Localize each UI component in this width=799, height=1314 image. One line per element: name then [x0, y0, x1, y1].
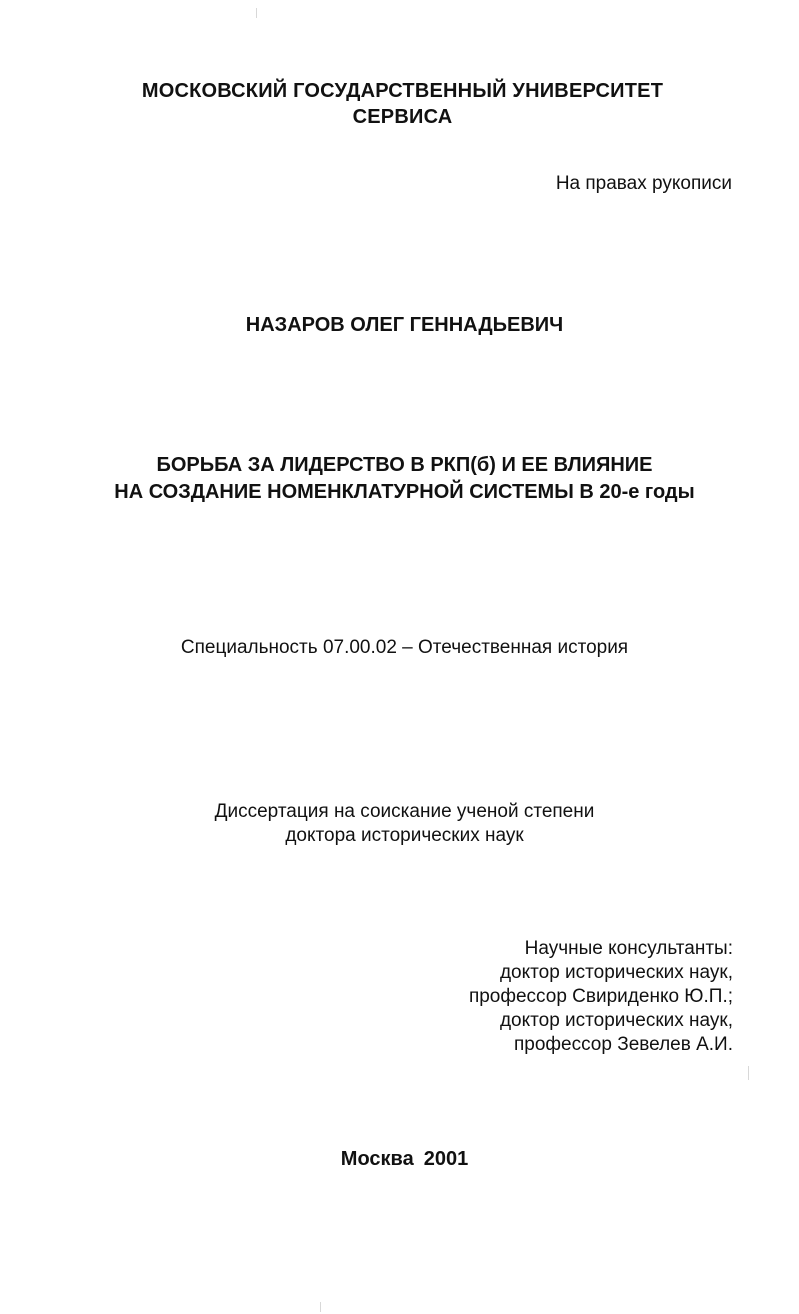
manuscript-note: На правах рукописи [555, 173, 732, 194]
consultant-line: профессор Свириденко Ю.П.; [468, 986, 733, 1007]
dissertation-title-line-1: БОРЬБА ЗА ЛИДЕРСТВО В РКП(б) И ЕЕ ВЛИЯНИЕ [156, 454, 653, 476]
university-name-line-1: МОСКОВСКИЙ ГОСУДАРСТВЕННЫЙ УНИВЕРСИТЕТ [141, 80, 664, 102]
scan-mark-bottom [320, 1302, 321, 1312]
degree-statement [5, 800, 799, 848]
scan-mark-top [256, 8, 257, 18]
author-name: НАЗАРОВ ОЛЕГ ГЕННАДЬЕВИЧ [245, 314, 564, 336]
consultants-heading: Научные консультанты: [524, 938, 733, 959]
consultant-line: профессор Зевелев А.И. [513, 1034, 733, 1055]
city: Москва [340, 1148, 414, 1170]
scan-mark-right [748, 1066, 749, 1080]
university-name-line-2: СЕРВИСА [352, 106, 453, 128]
consultant-line: доктор исторических наук, [499, 962, 733, 983]
university-name [3, 78, 799, 130]
degree-statement-line-1: Диссертация на соискание ученой степени [214, 801, 595, 822]
specialty: Специальность 07.00.02 – Отечественная история [180, 637, 629, 658]
year: 2001 [423, 1148, 469, 1170]
dissertation-title [5, 452, 799, 506]
consultant-line: доктор исторических наук, [499, 1010, 733, 1031]
city-and-year [5, 1146, 799, 1172]
scientific-consultants [469, 937, 733, 1057]
degree-statement-line-2: доктора исторических наук [285, 825, 524, 846]
dissertation-title-line-2: НА СОЗДАНИЕ НОМЕНКЛАТУРНОЙ СИСТЕМЫ В 20-е годы [114, 481, 695, 503]
